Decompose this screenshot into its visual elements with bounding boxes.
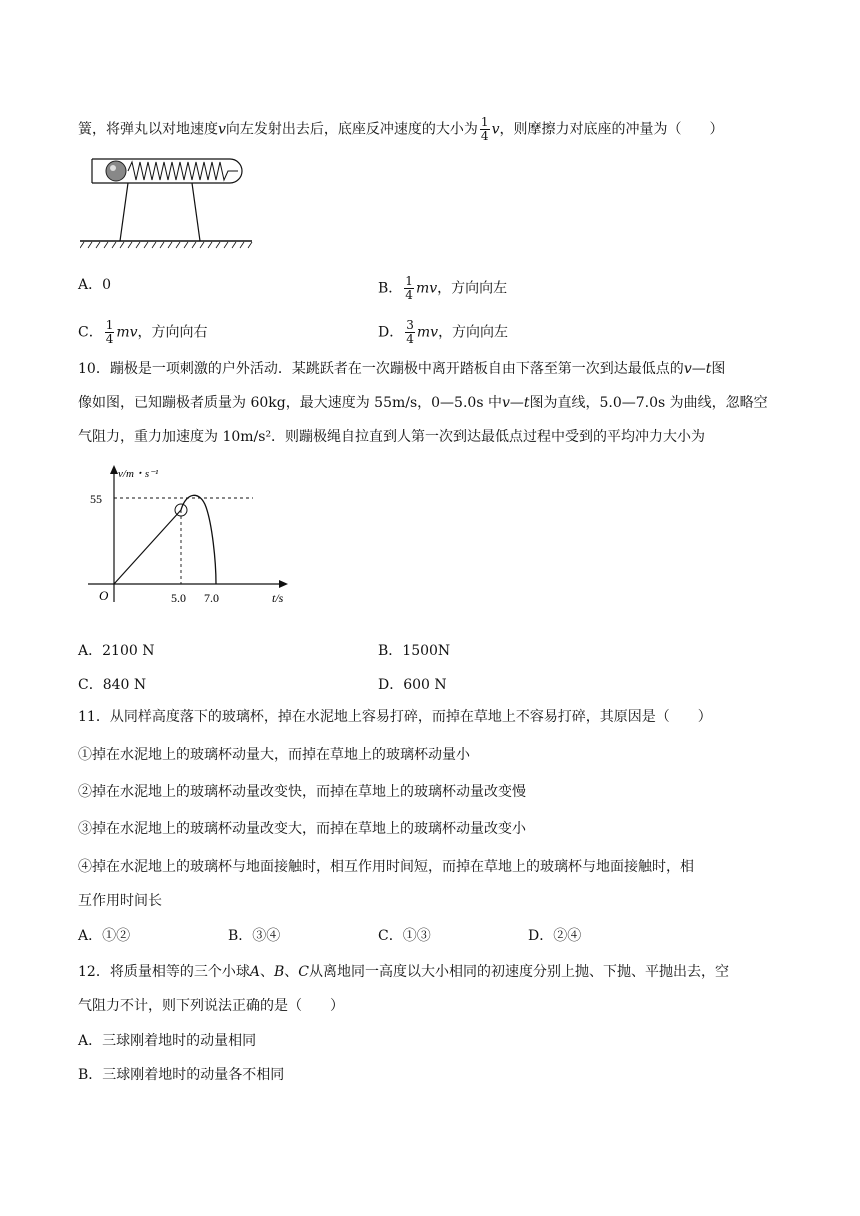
q10-stem-line2: 像如图，已知蹦极者质量为 60kg，最大速度为 55m/s，0—5.0s 中v—t图为直线，5.0—7.0s 为曲线，忽略空 — [78, 395, 768, 411]
q9-option-a: A．0 — [78, 277, 112, 293]
vt-graph — [78, 462, 308, 612]
q11-option-b: B．③④ — [228, 928, 281, 944]
q11-item-2: ②掉在水泥地上的玻璃杯动量改变快，而掉在草地上的玻璃杯动量改变慢 — [78, 784, 526, 800]
q12-option-a: A．三球刚着地时的动量相同 — [78, 1033, 257, 1049]
y-axis-label: v/m・s⁻¹ — [118, 468, 159, 480]
q12-stem-line1: 12．将质量相等的三个小球A、B、C从离地同一高度以大小相同的初速度分别上抛、下抛、平抛出去，空 — [78, 964, 729, 980]
q9-stem — [78, 116, 723, 143]
x-tick-5: 5.0 — [171, 591, 186, 605]
q10-option-a: A．2100 N — [78, 643, 155, 659]
q9-option-b: B． $\frac{1}{4}$ mv，方向向左 — [378, 274, 508, 302]
q11-item-4-cont: 互作用时间长 — [78, 893, 162, 909]
q10-stem-line1: 10．蹦极是一项刺激的户外活动．某跳跃者在一次蹦极中离开踏板自由下落至第一次到达最低点的v—t图 — [78, 361, 726, 377]
q11-item-3: ③掉在水泥地上的玻璃杯动量改变大，而掉在草地上的玻璃杯动量改变小 — [78, 821, 526, 837]
q9-fraction: $\frac{1}{4}$ — [480, 115, 489, 143]
q11-item-1: ①掉在水泥地上的玻璃杯动量大，而掉在草地上的玻璃杯动量小 — [78, 747, 470, 763]
q11-option-a: A．①② — [78, 928, 131, 944]
q12-stem-line2: 气阻力不计，则下列说法正确的是（ ） — [78, 998, 344, 1014]
q10-option-b: B．1500N — [378, 643, 451, 659]
q9-var-v: v — [218, 121, 226, 138]
origin-label: O — [99, 588, 109, 603]
q9-stem-text-d: ，则摩擦力对底座的冲量为（ ） — [499, 121, 724, 138]
q9-option-c: C． $\frac{1}{4}$ mv，方向向右 — [78, 318, 208, 346]
q10-stem-line3: 气阻力，重力加速度为 10m/s²．则蹦极绳自拉直到人第一次到达最低点过程中受到的平均冲力大小为 — [78, 429, 706, 445]
q11-stem: 11．从同样高度落下的玻璃杯，掉在水泥地上容易打碎，而掉在草地上不容易打碎，其原因是（ ） — [78, 709, 712, 725]
q11-option-d: D．②④ — [528, 928, 582, 944]
spring-launcher-figure — [80, 154, 255, 254]
x-axis-label: t/s — [272, 591, 284, 605]
q9-option-d: D． $\frac{3}{4}$ mv，方向向左 — [378, 318, 509, 346]
q11-option-c: C．①③ — [378, 928, 431, 944]
q9-var-v2: v — [491, 121, 500, 138]
q9-stem-text-b: 向左发射出去后，底座反冲速度的大小为 — [225, 121, 478, 138]
q10-option-c: C．840 N — [78, 677, 147, 693]
q12-option-b: B．三球刚着地时的动量各不相同 — [78, 1067, 285, 1083]
ball — [106, 161, 126, 181]
y-tick-55: 55 — [90, 492, 102, 506]
q10-option-d: D．600 N — [378, 677, 447, 693]
q11-item-4: ④掉在水泥地上的玻璃杯与地面接触时，相互作用时间短，而掉在草地上的玻璃杯与地面接触时，相 — [78, 859, 694, 875]
x-tick-7: 7.0 — [204, 591, 219, 605]
q9-stem-text-a: 簧，将弹丸以对地速度 — [78, 121, 218, 138]
